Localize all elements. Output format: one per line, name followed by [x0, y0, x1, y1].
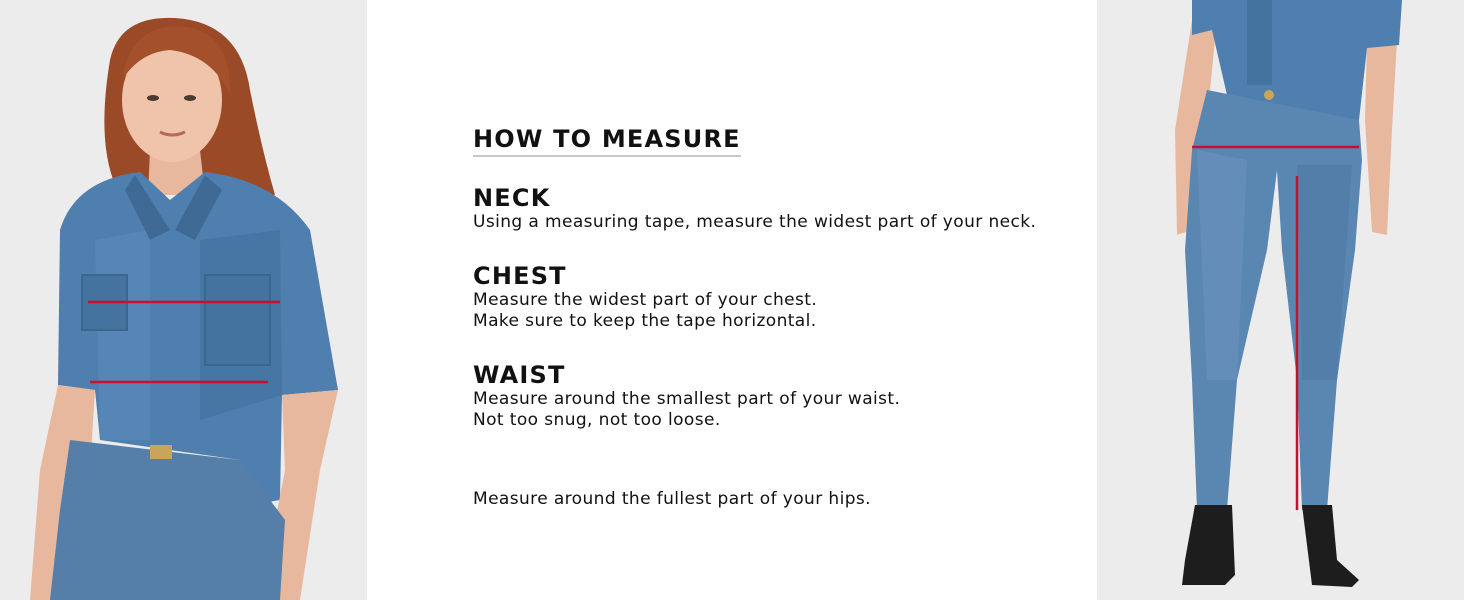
chest-instruction-1: Measure the widest part of your chest. — [473, 290, 818, 310]
measure-guide — [473, 124, 1073, 509]
chest-section — [473, 262, 817, 332]
neck-title: NECK — [473, 184, 551, 212]
model-photo-jeans — [1097, 0, 1464, 600]
chest-instruction-2: Make sure to keep the tape horizontal. — [473, 311, 817, 331]
neck-instruction: Using a measuring tape, measure the widest part of your neck. — [473, 212, 1037, 232]
waist-section — [473, 361, 900, 431]
guide-heading: HOW TO MEASURE — [473, 124, 741, 157]
model-jeans-illustration — [1097, 0, 1464, 600]
waist-instruction-2: Not too snug, not too loose. — [473, 410, 721, 430]
hips-instruction: Measure around the fullest part of your hips. — [473, 489, 871, 509]
chest-title: CHEST — [473, 262, 567, 290]
neck-section — [473, 184, 1036, 233]
hips-section — [473, 489, 871, 510]
model-photo-shirt — [0, 0, 367, 600]
waist-instruction-1: Measure around the smallest part of your waist. — [473, 389, 901, 409]
model-shirt-illustration — [0, 0, 367, 600]
waist-title: WAIST — [473, 361, 566, 389]
